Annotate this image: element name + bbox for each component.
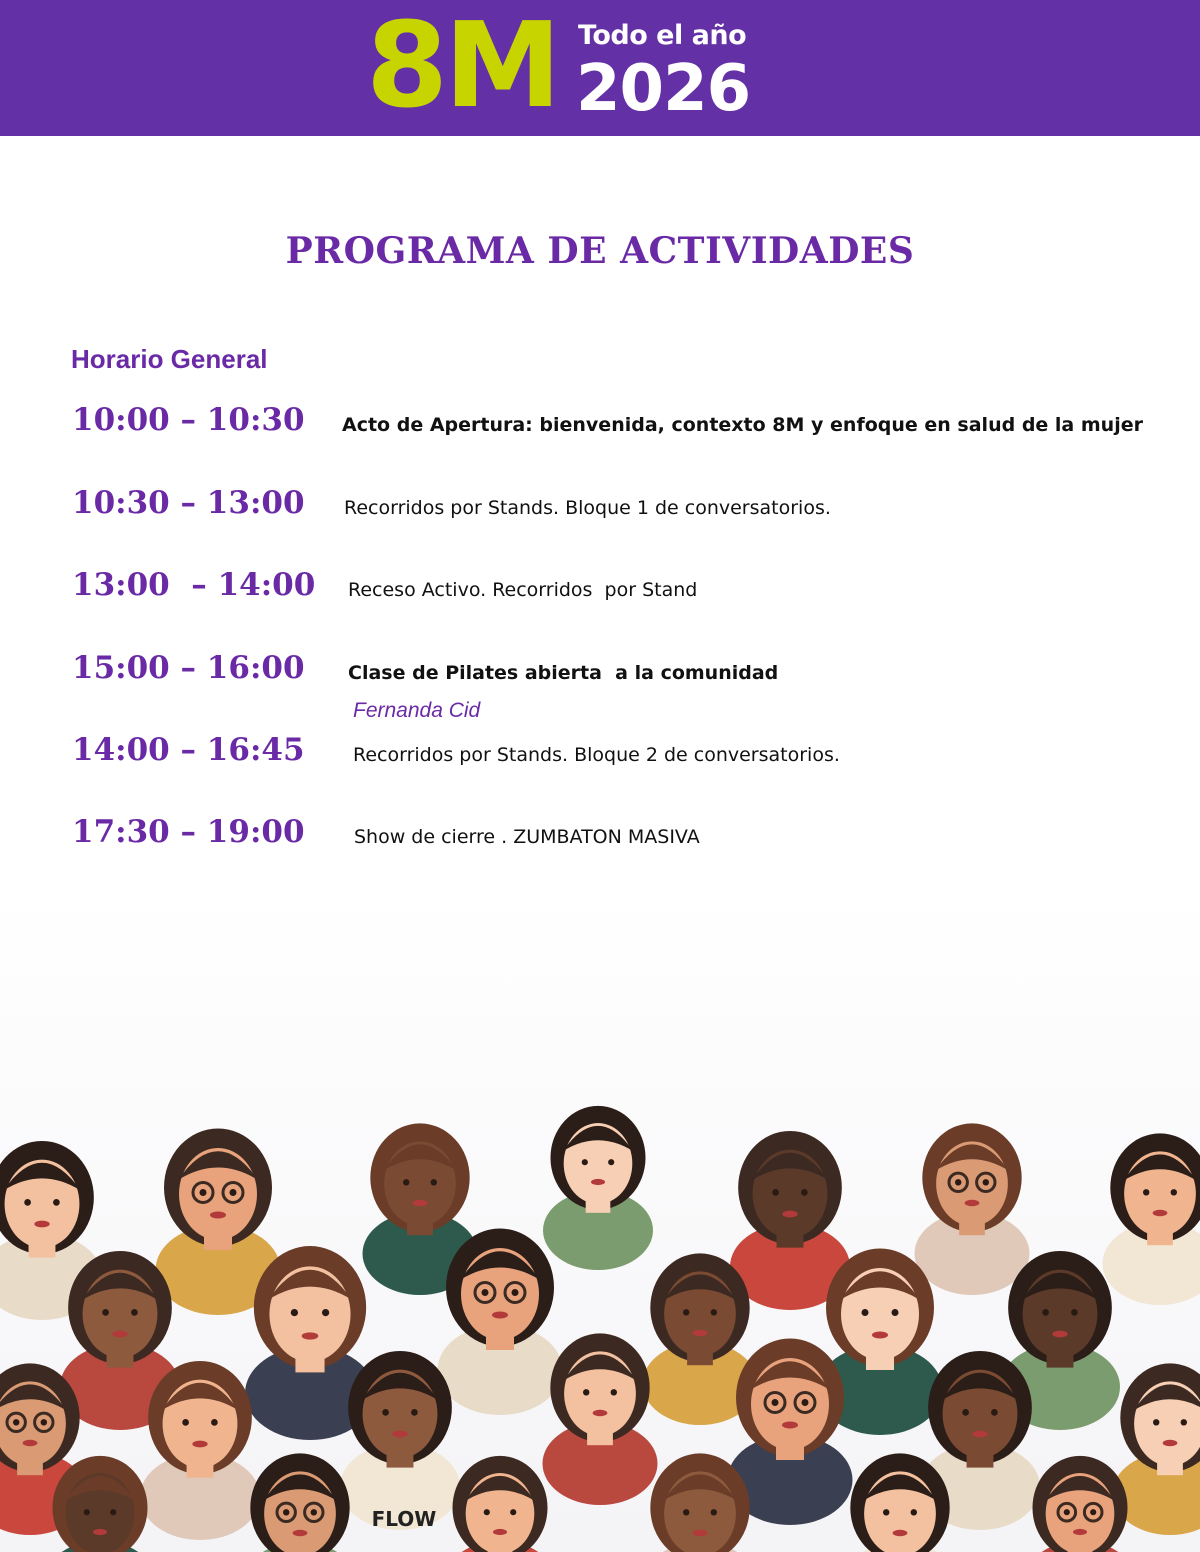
illustrated-woman xyxy=(543,1333,658,1505)
illustrated-woman xyxy=(543,1106,653,1270)
schedule-time: 15:00 – 16:00 xyxy=(72,650,305,686)
logo-year: 2026 xyxy=(576,52,751,126)
crowd-of-women-illustration xyxy=(0,890,1200,1552)
schedule-activity: Recorridos por Stands. Bloque 1 de conversatorios. xyxy=(344,497,831,519)
schedule-time: 17:30 – 19:00 xyxy=(72,814,305,850)
page-title: PROGRAMA DE ACTIVIDADES xyxy=(285,230,915,272)
flow-shirt-text: FLOW xyxy=(371,1507,437,1531)
schedule-time: 10:30 – 13:00 xyxy=(72,485,305,521)
schedule-activity: Clase de Pilates abierta a la comunidad xyxy=(348,662,779,684)
schedule-time: 13:00 – 14:00 xyxy=(72,567,316,603)
illustrated-woman xyxy=(438,1229,563,1416)
logo-subtitle: Todo el año xyxy=(578,20,747,51)
section-label: Horario General xyxy=(71,344,268,374)
schedule-activity: Receso Activo. Recorridos por Stand xyxy=(348,579,698,601)
schedule-activity: Show de cierre . ZUMBATON MASIVA xyxy=(354,826,700,848)
speaker-name: Fernanda Cid xyxy=(353,699,481,722)
schedule-activity: Recorridos por Stands. Bloque 2 de conversatorios. xyxy=(353,744,840,766)
schedule-activity: Acto de Apertura: bienvenida, contexto 8M y enfoque en salud de la mujer xyxy=(342,414,1143,436)
illustrated-woman xyxy=(140,1361,260,1540)
schedule-time: 10:00 – 10:30 xyxy=(72,402,305,438)
illustrated-woman xyxy=(340,1351,460,1530)
schedule-time: 14:00 – 16:45 xyxy=(72,732,305,768)
header-banner xyxy=(0,0,1200,136)
logo-8m: 8M xyxy=(366,0,558,134)
illustrated-woman xyxy=(915,1123,1030,1295)
